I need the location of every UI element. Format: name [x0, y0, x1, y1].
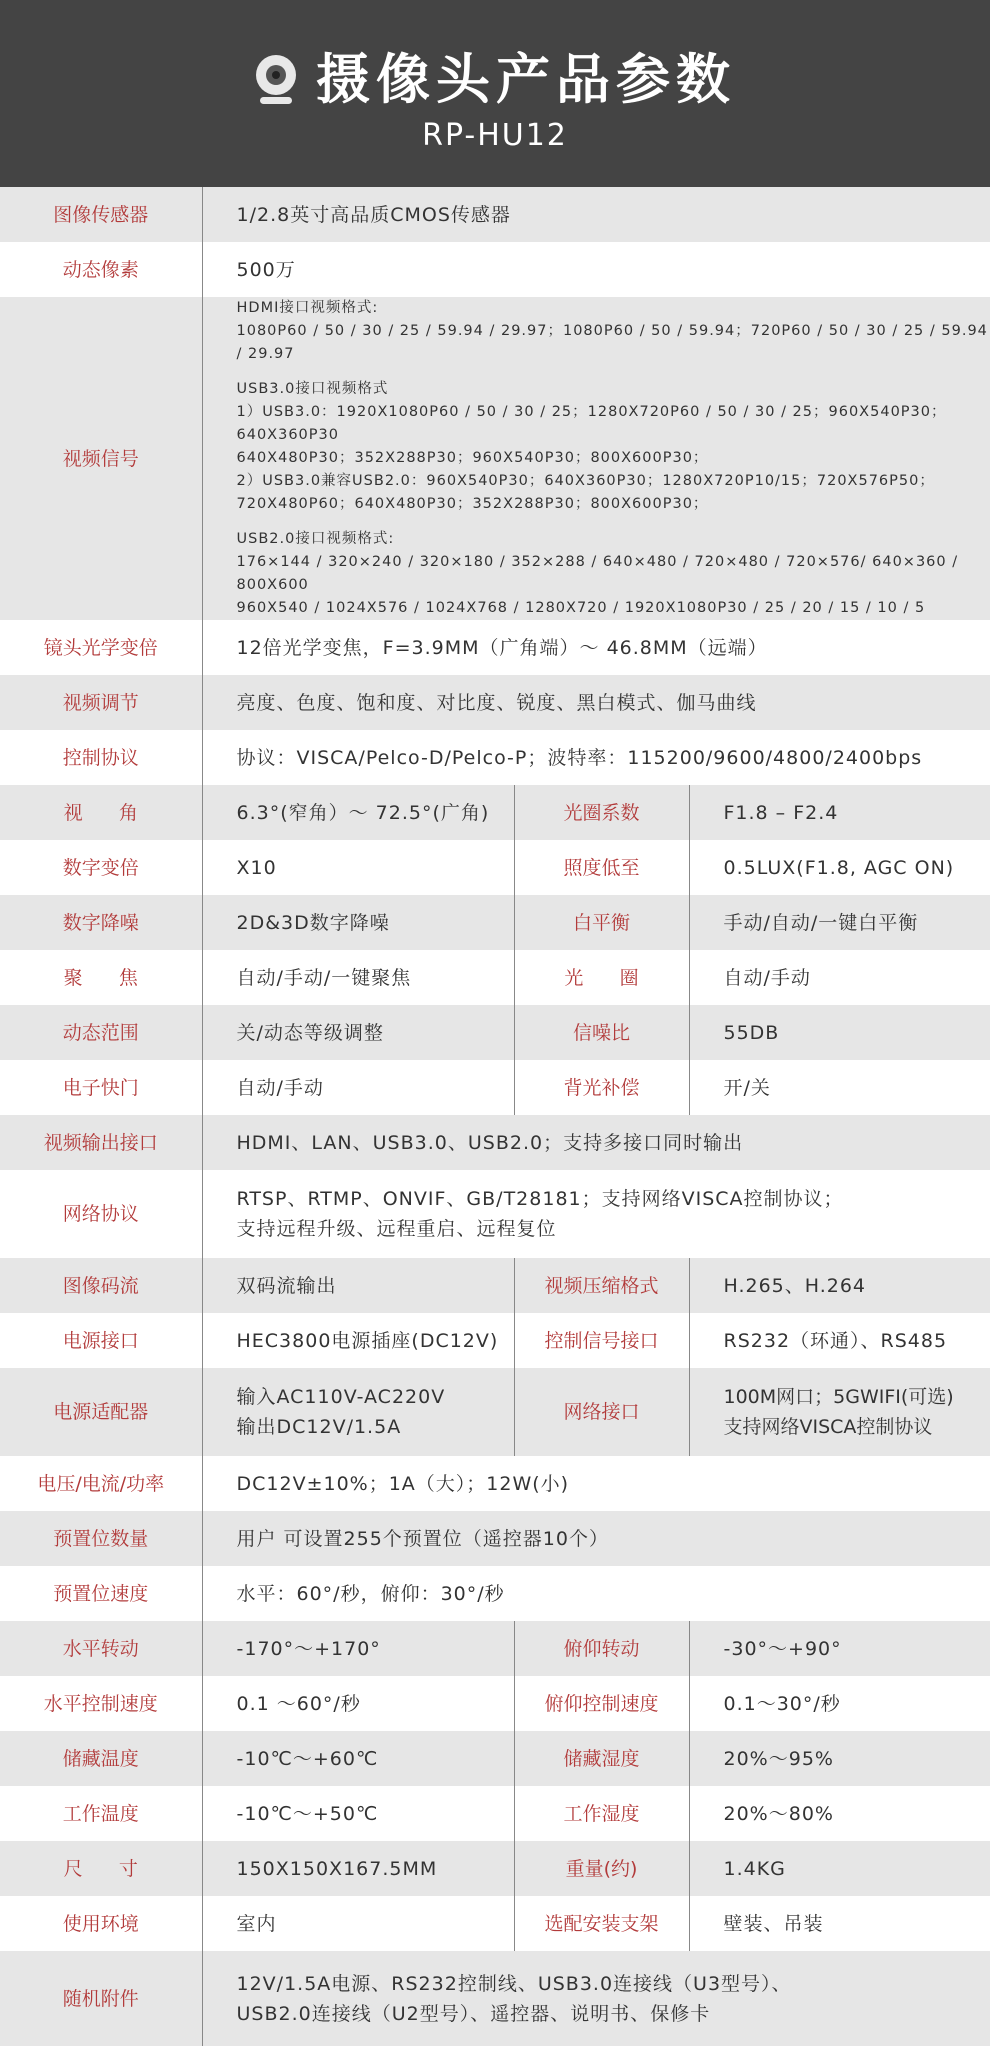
table-row [0, 1005, 990, 1060]
spec-label: 数字变倍 [0, 840, 202, 895]
spec-value: 55DB [689, 1005, 990, 1060]
spec-label: 白平衡 [514, 895, 689, 950]
spec-label: 重量(约) [514, 1841, 689, 1896]
spec-label: 俯仰控制速度 [514, 1676, 689, 1731]
spec-value: 6.3°(窄角）～ 72.5°(广角) [202, 785, 514, 840]
spec-value: -10℃～+50℃ [202, 1786, 514, 1841]
table-row [0, 1060, 990, 1115]
spec-label: 网络协议 [0, 1170, 202, 1258]
spec-value: 手动/自动/一键白平衡 [689, 895, 990, 950]
spec-label: 光圈系数 [514, 785, 689, 840]
spec-value [202, 1170, 990, 1258]
usb2-format-line: 960X540 / 1024X576 / 1024X768 / 1280X720 / 1920X1080P30 / 25 / 20 / 15 / 10 / 5 [237, 597, 990, 620]
table-row [0, 950, 990, 1005]
spec-label: 视频信号 [0, 297, 202, 620]
page-header [0, 0, 990, 187]
spec-value: 20%～95% [689, 1731, 990, 1786]
spec-label: 水平控制速度 [0, 1676, 202, 1731]
spec-label: 聚 焦 [0, 950, 202, 1005]
table-row [0, 242, 990, 297]
spec-label: 俯仰转动 [514, 1621, 689, 1676]
table-row [0, 840, 990, 895]
spec-value-line: 100M网口；5GWIFI(可选) [724, 1382, 990, 1412]
spec-label: 储藏温度 [0, 1731, 202, 1786]
spec-value: 1.4KG [689, 1841, 990, 1896]
spec-value: 自动/手动/一键聚焦 [202, 950, 514, 1005]
model-number: RP-HU12 [0, 118, 990, 153]
table-row [0, 1511, 990, 1566]
usb2-format-title: USB2.0接口视频格式: [237, 528, 990, 551]
spec-label: 背光补偿 [514, 1060, 689, 1115]
spec-label: 随机附件 [0, 1951, 202, 2046]
spec-value-line: RTSP、RTMP、ONVIF、GB/T28181；支持网络VISCA控制协议； [237, 1184, 990, 1214]
spec-value-line: 输入AC110V-AC220V [237, 1382, 514, 1412]
usb3-format-line: 1）USB3.0：1920X1080P60 / 50 / 30 / 25；1280X720P60 / 50 / 30 / 25；960X540P30；640X360P30 [237, 401, 990, 447]
spec-value-line: 输出DC12V/1.5A [237, 1412, 514, 1442]
spec-value: 0.1～30°/秒 [689, 1676, 990, 1731]
spec-value: 150X150X167.5MM [202, 1841, 514, 1896]
table-row [0, 1368, 990, 1456]
spec-value: 2D&3D数字降噪 [202, 895, 514, 950]
spec-label: 控制协议 [0, 730, 202, 785]
spec-label: 动态像素 [0, 242, 202, 297]
spec-label: 视频调节 [0, 675, 202, 730]
usb3-format-line: 640X480P30；352X288P30；960X540P30；800X600P30； [237, 447, 990, 470]
spec-label: 预置位数量 [0, 1511, 202, 1566]
spec-value: 1/2.8英寸高品质CMOS传感器 [202, 187, 990, 242]
spec-value: DC12V±10%；1A（大）；12W(小) [202, 1456, 990, 1511]
spec-label: 照度低至 [514, 840, 689, 895]
spec-value: 亮度、色度、饱和度、对比度、锐度、黑白模式、伽马曲线 [202, 675, 990, 730]
page-title: 摄像头产品参数 [316, 50, 736, 110]
spec-value: X10 [202, 840, 514, 895]
spec-value: -170°～+170° [202, 1621, 514, 1676]
spec-value: 0.1 ～60°/秒 [202, 1676, 514, 1731]
spec-label: 电子快门 [0, 1060, 202, 1115]
table-row [0, 1896, 990, 1951]
spec-value: 双码流输出 [202, 1258, 514, 1313]
spec-value: 壁装、吊装 [689, 1896, 990, 1951]
spec-label: 工作温度 [0, 1786, 202, 1841]
spec-label: 水平转动 [0, 1621, 202, 1676]
table-row [0, 1621, 990, 1676]
spec-value: H.265、H.264 [689, 1258, 990, 1313]
usb3-format-title: USB3.0接口视频格式 [237, 378, 990, 401]
table-row [0, 675, 990, 730]
spec-label: 电源接口 [0, 1313, 202, 1368]
spec-value: 开/关 [689, 1060, 990, 1115]
spec-value: -10℃～+60℃ [202, 1731, 514, 1786]
webcam-icon [254, 55, 298, 105]
usb2-format-line: 176×144 / 320×240 / 320×180 / 352×288 / 640×480 / 720×480 / 720×576/ 640×360 / 800X600 [237, 551, 990, 597]
spec-value: 用户 可设置255个预置位（遥控器10个） [202, 1511, 990, 1566]
spec-value: 水平：60°/秒，俯仰：30°/秒 [202, 1566, 990, 1621]
spec-value: -30°～+90° [689, 1621, 990, 1676]
spec-label: 视频输出接口 [0, 1115, 202, 1170]
spec-label: 视频压缩格式 [514, 1258, 689, 1313]
spec-value: 自动/手动 [202, 1060, 514, 1115]
spec-value: HDMI、LAN、USB3.0、USB2.0；支持多接口同时输出 [202, 1115, 990, 1170]
table-row [0, 1313, 990, 1368]
spec-label: 储藏湿度 [514, 1731, 689, 1786]
spec-label: 网络接口 [514, 1368, 689, 1456]
hdmi-format-line: 1080P60 / 50 / 30 / 25 / 59.94 / 29.97；1080P60 / 50 / 59.94；720P60 / 50 / 30 / 25 / 59.94 / 29.97 [237, 320, 990, 366]
spec-value-line: USB2.0连接线（U2型号）、遥控器、说明书、保修卡 [237, 1999, 990, 2029]
spec-label: 电源适配器 [0, 1368, 202, 1456]
spec-label: 预置位速度 [0, 1566, 202, 1621]
table-row [0, 1566, 990, 1621]
video-signal-details [202, 297, 990, 620]
table-row [0, 1456, 990, 1511]
spec-label: 电压/电流/功率 [0, 1456, 202, 1511]
spec-value: F1.8 – F2.4 [689, 785, 990, 840]
spec-label: 镜头光学变倍 [0, 620, 202, 675]
spec-label: 尺 寸 [0, 1841, 202, 1896]
table-row [0, 1170, 990, 1258]
spec-value: 协议：VISCA/Pelco-D/Pelco-P；波特率：115200/9600/4800/2400bps [202, 730, 990, 785]
spec-value-line: 支持远程升级、远程重启、远程复位 [237, 1214, 990, 1244]
spec-value: RS232（环通）、RS485 [689, 1313, 990, 1368]
spec-label: 图像码流 [0, 1258, 202, 1313]
spec-value: 12倍光学变焦，F=3.9MM（广角端）～ 46.8MM（远端） [202, 620, 990, 675]
table-row [0, 895, 990, 950]
spec-value: 20%～80% [689, 1786, 990, 1841]
hdmi-format-title: HDMI接口视频格式: [237, 297, 990, 320]
spec-label: 光 圈 [514, 950, 689, 1005]
spec-value: 室内 [202, 1896, 514, 1951]
spec-value-line: 支持网络VISCA控制协议 [724, 1412, 990, 1442]
table-row [0, 730, 990, 785]
spec-label: 工作湿度 [514, 1786, 689, 1841]
spec-label: 数字降噪 [0, 895, 202, 950]
spec-label: 信噪比 [514, 1005, 689, 1060]
table-row [0, 187, 990, 242]
table-row [0, 1258, 990, 1313]
table-row [0, 1786, 990, 1841]
spec-label: 使用环境 [0, 1896, 202, 1951]
spec-label: 选配安装支架 [514, 1896, 689, 1951]
table-row [0, 1676, 990, 1731]
spec-table [0, 187, 990, 2046]
table-row [0, 785, 990, 840]
usb3-format-line: 720X480P60；640X480P30；352X288P30；800X600P30； [237, 493, 990, 516]
table-row [0, 620, 990, 675]
spec-label: 视 角 [0, 785, 202, 840]
usb3-format-line: 2）USB3.0兼容USB2.0：960X540P30；640X360P30；1280X720P10/15；720X576P50； [237, 470, 990, 493]
spec-label: 图像传感器 [0, 187, 202, 242]
spec-label: 动态范围 [0, 1005, 202, 1060]
spec-value: 0.5LUX(F1.8, AGC ON) [689, 840, 990, 895]
spec-value: 自动/手动 [689, 950, 990, 1005]
spec-value: 关/动态等级调整 [202, 1005, 514, 1060]
spec-value [689, 1368, 990, 1456]
spec-label: 控制信号接口 [514, 1313, 689, 1368]
spec-value: 500万 [202, 242, 990, 297]
table-row [0, 1115, 990, 1170]
spec-value: HEC3800电源插座(DC12V) [202, 1313, 514, 1368]
table-row [0, 1841, 990, 1896]
spec-value-line: 12V/1.5A电源、RS232控制线、USB3.0连接线（U3型号）、 [237, 1969, 990, 1999]
table-row [0, 297, 990, 620]
table-row [0, 1731, 990, 1786]
spec-value [202, 1368, 514, 1456]
